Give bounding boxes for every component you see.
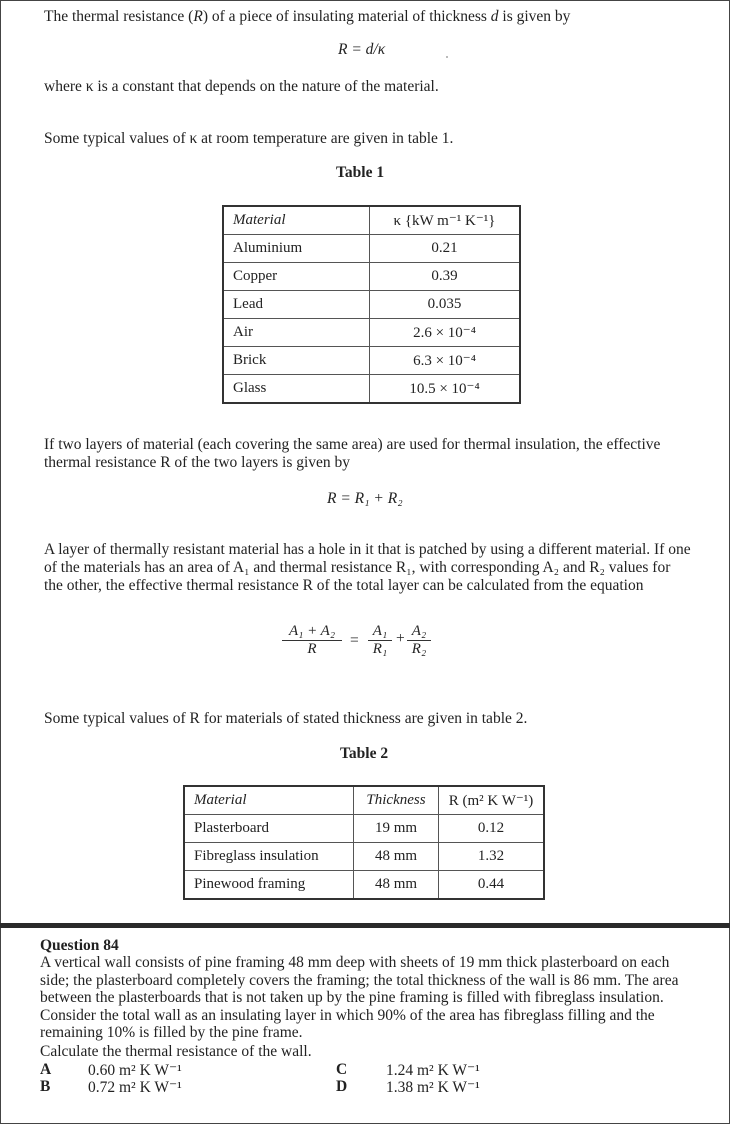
option-c-text[interactable]: 1.24 m² K W⁻¹ (386, 1062, 480, 1079)
option-a-letter: A (40, 1061, 52, 1078)
table-1-cell-kappa: 6.3 × 10⁻⁴ (370, 347, 521, 375)
equation-plus: + (396, 630, 405, 647)
patch-paragraph: A layer of thermally resistant material has a hole in it that is patched by using a different material. If one of the materials has an area of A₁ and thermal resistance R₁, with corresponding A₂ and R₂ values for the other, the effective thermal resistance R of the total layer can be calculated from the equation (44, 541, 691, 594)
table-1-cell-material: Brick (223, 347, 370, 375)
option-d-text[interactable]: 1.38 m² K W⁻¹ (386, 1079, 480, 1096)
table-1-cell-kappa: 0.21 (370, 235, 521, 263)
table-1-title: Table 1 (336, 164, 385, 181)
option-b-text[interactable]: 0.72 m² K W⁻¹ (88, 1079, 182, 1096)
table-1-cell-kappa: 0.39 (370, 263, 521, 291)
table-1-cell-material: Lead (223, 291, 370, 319)
table-2-header-thickness: Thickness (354, 786, 439, 815)
equation-term-1-numerator: A₁ (368, 623, 392, 641)
table-2-header-r: R (m² K W⁻¹) (439, 786, 545, 815)
table-row (184, 843, 544, 871)
table-1 (222, 205, 521, 404)
table-row (184, 815, 544, 843)
formula-r-sum: R = R₁ + R₂ (327, 490, 403, 507)
question-title: Question 84 (40, 937, 119, 954)
option-b-letter: B (40, 1078, 51, 1095)
table-2-cell-material: Plasterboard (184, 815, 354, 843)
table-row (223, 319, 520, 347)
table-1-cell-material: Copper (223, 263, 370, 291)
table-2-intro: Some typical values of R for materials of stated thickness are given in table 2. (44, 710, 528, 727)
table-2-header-row (184, 786, 544, 815)
equation-left-numerator: A₁ + A₂ (282, 623, 342, 641)
table-1-header-material: Material (223, 206, 370, 235)
layers-paragraph: If two layers of material (each covering the same area) are used for thermal insulation, the effective thermal resistance R of the two layers is given by (44, 436, 661, 471)
table-row (223, 291, 520, 319)
equation-left-fraction (282, 623, 342, 658)
table-row (184, 871, 544, 900)
table-2-cell-thickness: 19 mm (354, 815, 439, 843)
intro-line-1: The thermal resistance (R) of a piece of insulating material of thickness d is given by (44, 8, 571, 25)
table-2-cell-r: 1.32 (439, 843, 545, 871)
table-1-cell-material: Glass (223, 375, 370, 404)
table-row (223, 235, 520, 263)
table-2-cell-r: 0.44 (439, 871, 545, 900)
table-1-header-kappa: κ {kW m⁻¹ K⁻¹} (370, 206, 521, 235)
scan-speck (446, 56, 448, 58)
section-divider (0, 923, 730, 928)
equation-term-2-denominator: R₂ (411, 641, 427, 657)
equation-term-1-denominator: R₁ (372, 641, 388, 657)
equation-term-2 (407, 623, 431, 658)
table-row (223, 263, 520, 291)
option-a-text[interactable]: 0.60 m² K W⁻¹ (88, 1062, 182, 1079)
table-2 (183, 785, 545, 900)
table-2-cell-material: Pinewood framing (184, 871, 354, 900)
option-c-letter: C (336, 1061, 348, 1078)
table-2-cell-thickness: 48 mm (354, 871, 439, 900)
table-1-cell-kappa: 0.035 (370, 291, 521, 319)
option-d-letter: D (336, 1078, 348, 1095)
equation-term-1 (368, 623, 392, 658)
table-1-cell-material: Aluminium (223, 235, 370, 263)
table-1-cell-kappa: 10.5 × 10⁻⁴ (370, 375, 521, 404)
table-row (223, 347, 520, 375)
question-prompt: Calculate the thermal resistance of the wall. (40, 1043, 312, 1060)
equation-term-2-numerator: A₂ (407, 623, 431, 641)
table-1-header-row (223, 206, 520, 235)
intro-line-2: where κ is a constant that depends on the nature of the material. (44, 78, 439, 95)
equation-left-denominator: R (307, 641, 317, 657)
intro-line-3: Some typical values of κ at room temperature are given in table 1. (44, 130, 454, 147)
table-2-header-material: Material (184, 786, 354, 815)
table-row (223, 375, 520, 404)
table-1-cell-material: Air (223, 319, 370, 347)
table-2-cell-r: 0.12 (439, 815, 545, 843)
question-body: A vertical wall consists of pine framing 48 mm deep with sheets of 19 mm thick plasterboard on each side; the plasterboard completely covers the framing; the total thickness of the wall is 86 mm. The area between the plasterboards that is not taken up by the pine framing is filled with fibreglass insulation. Consider the total wall as an insulating layer in which 90% of the area has fibreglass filling and the remaining 10% is filled by the pine frame. (40, 954, 679, 1042)
formula-r-equals-d-over-k: R = d/κ (338, 41, 386, 58)
table-2-cell-material: Fibreglass insulation (184, 843, 354, 871)
table-2-cell-thickness: 48 mm (354, 843, 439, 871)
table-2-title: Table 2 (340, 745, 389, 762)
table-1-cell-kappa: 2.6 × 10⁻⁴ (370, 319, 521, 347)
equation-equals: = (350, 632, 359, 649)
